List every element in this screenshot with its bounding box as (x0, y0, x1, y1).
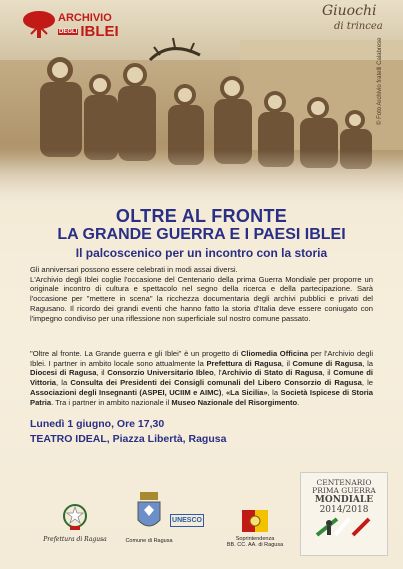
partner-diocesi: Diocesi di Ragusa (30, 368, 97, 378)
paragraph-intro (30, 265, 373, 323)
partner-cliomedia: Cliomedia Officina (240, 349, 309, 358)
p2-text: , la (267, 387, 281, 397)
tricolor-soldier-icon (309, 515, 379, 537)
logo-text-iblei (58, 24, 119, 40)
centenario-line3: MONDIALE (314, 495, 374, 505)
partner-archivio-stato: Archivio di Stato di Ragusa (221, 368, 323, 378)
paragraph-partners (30, 349, 373, 407)
partner-comune-vittoria: Comune di Vittoria (30, 368, 373, 388)
centenario-line1: CENTENARIO (316, 478, 372, 487)
subtitle: Il palcoscenico per un incontro con la storia (75, 246, 328, 260)
p2-text: , la (56, 378, 71, 388)
unesco-logo: UNESCO (170, 514, 204, 527)
p2-text: , (221, 387, 226, 397)
city-coat-of-arms-icon (134, 490, 164, 534)
partner-prefettura: Prefettura di Ragusa (206, 358, 282, 368)
p2-text: , il (322, 368, 334, 378)
italian-emblem-icon (62, 502, 88, 532)
p2-text: , il (281, 358, 293, 368)
sponsor-prefettura (40, 502, 110, 543)
tree-logo-icon (22, 10, 56, 40)
centenario-line4: 2014/2018 (319, 505, 369, 515)
partner-societa-ispicese: Società Ispicese di Storia Patria (30, 387, 373, 407)
partner-museo-risorgimento: Museo Nazionale del Risorgimento (171, 397, 298, 407)
header-photo (0, 0, 403, 205)
paragraph-intro-line2: L'Archivio degli Iblei coglie l'occasione del Centenario della prima Guerra Mondiale per proporre un originale incontro di cultura e spettacolo nel segno della ricerca e della partecipazione. Sarà l'occasione per "mettere in scena" la ricchezza documentaria degli archivi pubblici e privati del Ragusano. Il ricordo dei grandi eventi che hanno fatto la storia d'Italia deve essere coniugato con l'impegno condiviso per una riflessione non superficiale sul nostro comune passato. (30, 274, 373, 323)
partner-consulta: Consulta dei Presidenti dei Consigli comunali del Libero Consorzio di Ragusa (70, 378, 362, 388)
tagline-trincea: di trincea (334, 21, 383, 32)
partner-associazioni: Associazioni degli Insegnanti (ASPEI, UCIIM e AIMC) (30, 387, 222, 397)
p2-text: . (297, 397, 300, 407)
photo-credit: © Foto Archivio fratelli Calabrese (377, 37, 383, 125)
main-title: OLTRE AL FRONTE (115, 206, 288, 226)
logo-text-degli: DEGLI (59, 29, 78, 36)
p2-text: , l' (213, 368, 222, 378)
p2-text: per l'Archivio degli Iblei. I partner in ambito locale sono attualmente la (30, 349, 374, 368)
sponsor-soprintendenza-label-2: BB. CC. AA. di Ragusa (226, 542, 284, 548)
sponsor-unesco (170, 514, 204, 527)
photo-fade (0, 150, 403, 205)
sponsor-soprintendenza (222, 510, 288, 548)
second-title: LA GRANDE GUERRA E I PAESI IBLEI (57, 226, 346, 243)
sponsor-prefettura-label: Prefettura di Ragusa (43, 536, 107, 543)
partner-la-sicilia: «La Sicilia» (225, 387, 268, 397)
sponsor-comune-label: Comune di Ragusa (125, 538, 173, 544)
partner-consorzio: Consorzio Universitario Ibleo (107, 368, 214, 378)
p2-text: , la (362, 358, 373, 368)
sicily-triskelion-icon (242, 510, 268, 532)
event-date: Lunedì 1 giugno, Ore 17,30 (30, 418, 165, 430)
centenario-line2: PRIMA GUERRA (312, 486, 376, 495)
logo-text-iblei-word: IBLEI (80, 23, 119, 40)
p2-text: . Tra i partner in ambito nazionale il (51, 397, 172, 407)
p2-text: , il (96, 368, 108, 378)
p2-text: , le (361, 378, 373, 388)
paragraph-intro-line1: Gli anniversari possono essere celebrati in modi assai diversi. (30, 265, 238, 274)
sponsor-soprintendenza-label-1: Soprintendenza (235, 536, 275, 542)
archivio-iblei-logo (22, 10, 132, 42)
p2-text: "Oltre al fronte. La Grande guerra e gli Iblei" è un progetto di (30, 349, 241, 358)
event-place: TEATRO IDEAL, Piazza Libertà, Ragusa (30, 433, 227, 445)
tagline-giuochi: Giuochi (322, 3, 377, 19)
partner-comune-ragusa: Comune di Ragusa (292, 358, 363, 368)
centenario-logo (300, 472, 388, 556)
logo-text-archivio: ARCHIVIO (58, 12, 112, 24)
